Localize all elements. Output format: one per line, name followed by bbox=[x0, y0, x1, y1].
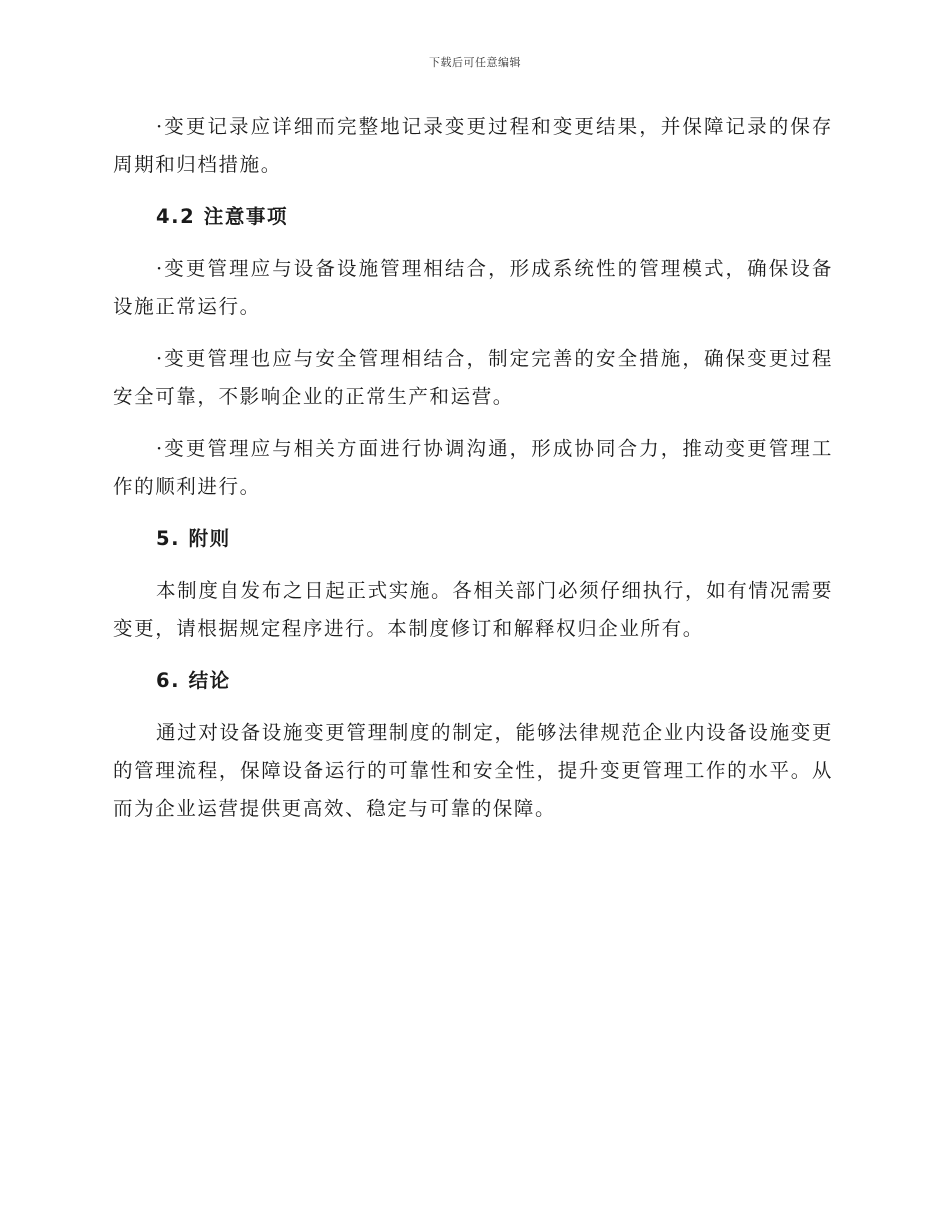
paragraph-conclusion: 通过对设备设施变更管理制度的制定，能够法律规范企业内设备设施变更的管理流程，保障设备运行的可靠性和安全性，提升变更管理工作的水平。从而为企业运营提供更高效、稳定与可靠的保障。 bbox=[113, 721, 833, 820]
section-heading-6: 6. 结论 bbox=[156, 669, 231, 692]
paragraph-equipment-management: ·变更管理应与设备设施管理相结合，形成系统性的管理模式，确保设备设施正常运行。 bbox=[113, 257, 833, 318]
section-heading-5: 5. 附则 bbox=[156, 527, 231, 550]
paragraph-supplementary-provisions: 本制度自发布之日起正式实施。各相关部门必须仔细执行，如有情况需要变更，请根据规定程序进行。本制度修订和解释权归企业所有。 bbox=[113, 579, 833, 640]
document-body bbox=[113, 108, 833, 842]
section-heading-4-2: 4.2 注意事项 bbox=[156, 205, 289, 228]
page-header: 下载后可任意编辑 bbox=[429, 56, 521, 69]
paragraph-change-record: ·变更记录应详细而完整地记录变更过程和变更结果，并保障记录的保存周期和归档措施。 bbox=[113, 115, 833, 176]
paragraph-safety-management: ·变更管理也应与安全管理相结合，制定完善的安全措施，确保变更过程安全可靠，不影响企业的正常生产和运营。 bbox=[113, 347, 833, 408]
paragraph-coordination: ·变更管理应与相关方面进行协调沟通，形成协同合力，推动变更管理工作的顺利进行。 bbox=[113, 437, 833, 498]
